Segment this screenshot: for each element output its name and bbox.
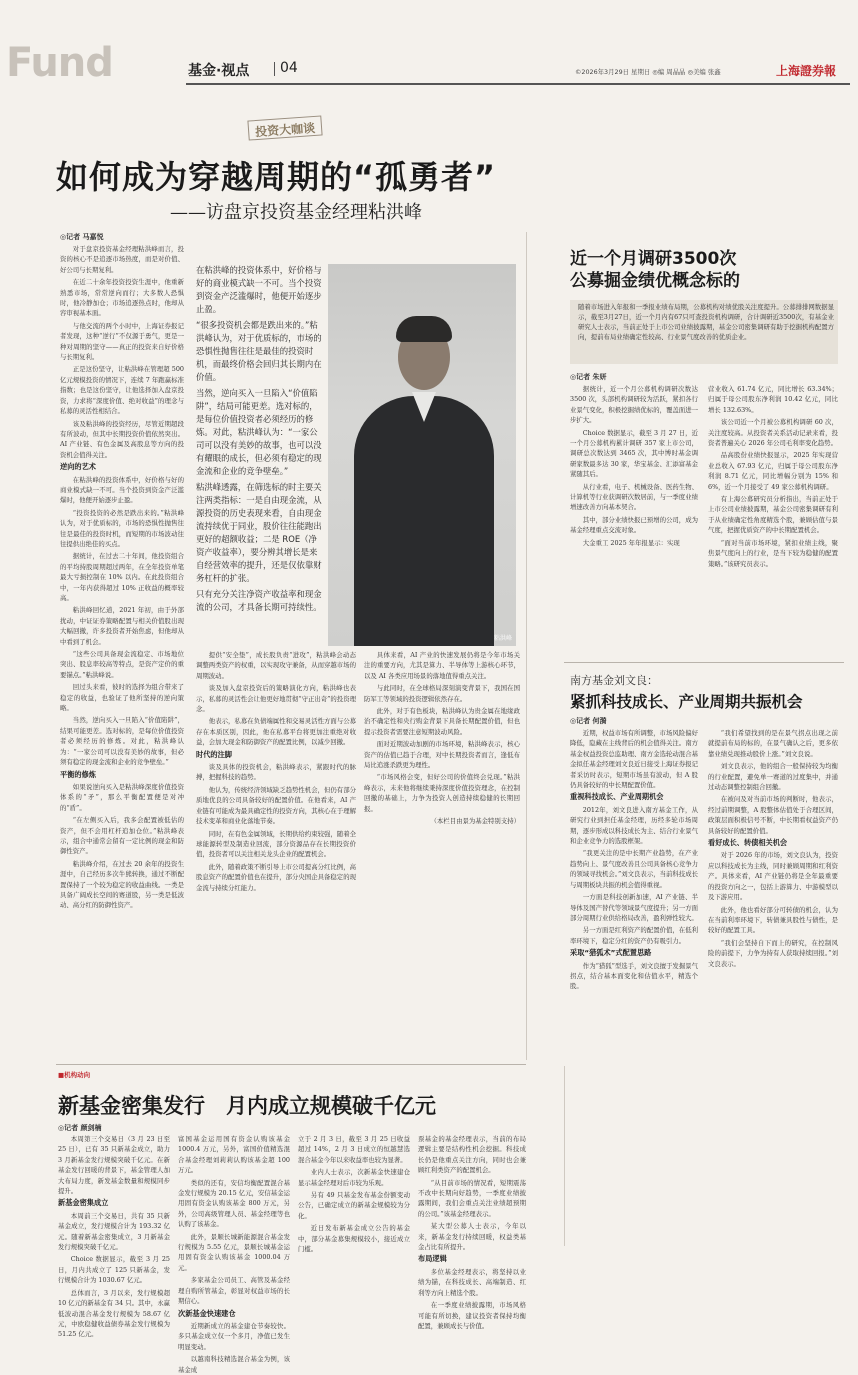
paragraph: 正是这份坚守，让粘洪峰在管理超 500 亿元规模投资的情况下，连续 7 年跑赢标准指数；也是这份坚守，让他选择加入盘京投资，力求将“深度价值、绝对收益”的理念与私募的灵活性相结合。 <box>60 365 184 416</box>
paragraph: 总体而言，3 月以来，发行规模超 10 亿元的新基金有 34 只。其中，永赢低波动混合基金发行规模为 58.67 亿元，中欧稳健收益债券基金发行规模为 51.25 亿元。 <box>58 1288 170 1339</box>
paragraph: 如果说逆向买入是粘洪峰深度价值投资体系的“矛”，那么平衡配置便是对冲的“盾”。 <box>60 782 184 812</box>
column-divider <box>564 1066 565 1246</box>
paragraph: “这些公司具备现金流稳定、市场地位突出、股息率较高等特点，是资产定价的重要锚点。”粘洪峰说。 <box>60 650 184 679</box>
page-number: 04 <box>280 60 298 76</box>
paragraph: 本周第三个交易日（3 月 23 日至 25 日），已有 35 只新基金成立，助力 3 月新基金发行规模突破千亿元。在新基金发行回暖的背景下，基金管理人加大布局力度，新发基金数量和规模同步提升。 <box>58 1135 170 1196</box>
fundraise-col-3 <box>298 1134 410 1254</box>
paragraph: 在粘洪峰的投资体系中，好价格与好的商业模式缺一不可。当个投资到资金产泛滥爆时，他便开始逐步止盈。 <box>60 475 184 505</box>
paragraph: 某大型公募人士表示，今年以来，新基金发行持续回暖，权益类基金占比有所提升。 <box>418 1222 526 1252</box>
paragraph: 该公司近一个月被公募机构调研 60 次，关注度较高。从投资者关系活动记录来看，投资者普遍关心 2026 年公司毛利率变化趋势。 <box>708 418 838 448</box>
subheading: 新基金密集成立 <box>58 1198 109 1208</box>
column-logo <box>247 115 322 140</box>
person-silhouette-hair <box>396 316 452 342</box>
paragraph: 以越南科技精选混合基金为例，该基金成 <box>178 1355 290 1374</box>
subheading: 平衡的修炼 <box>60 769 96 779</box>
portrait-photo <box>328 264 516 646</box>
feature-col-4 <box>364 650 520 1058</box>
paragraph: “面对当前市场环境，紧扣业绩主线，聚焦景气度向上的行业，是当下较为稳健的配置策略。”该研究员表示。 <box>708 538 838 568</box>
fundraise-byline: ◎记者 颜剑楠 <box>58 1123 102 1132</box>
paragraph: 大金重工 2025 年年报显示：实现 <box>582 538 680 547</box>
fundraise-section-tag: ■机构动向 <box>58 1071 91 1079</box>
paragraph: 提供“安全垫”，成长股负责“进攻”，粘洪峰会动态调整两类资产的权重，以实现攻守兼备，从而穿越市场的周期波动。 <box>196 651 356 680</box>
paragraph: 对于盘京投资基金经理粘洪峰而言，投资的核心不是追逐市场热度，而是对价值、好公司与长期复利。 <box>60 245 184 274</box>
subheading: 重视科技成长、产业周期机会 <box>570 792 664 802</box>
paragraph: 据统计，在过去二十年间，他投资组合的平均持股周期超过两年，在全年投资单笔最大亏损控制在 10% 以内。在此投资组合中，一年内获得超过 10% 正收益的概率较高。 <box>60 552 184 602</box>
paragraph: 业内人士表示，次新基金快速建仓显示基金经理对后市较为乐观。 <box>298 1168 410 1187</box>
interview2-col-2 <box>708 728 838 1244</box>
section-rule <box>56 1064 526 1065</box>
survey-byline: ◎记者 朱妍 <box>570 372 607 381</box>
paragraph: 另一方面是红利资产的配置价值，在低利率环境下，稳定分红的资产仍有吸引力。 <box>570 926 698 945</box>
feature-byline: ◎记者 马嘉悦 <box>60 232 104 241</box>
paragraph: 在近二十余年投资投资生涯中，他重新熟悉市场，常常逆向而行；大多数人恐惧时，他冷静加仓；市场追逐热点时，他却从容审视基本面。 <box>60 278 184 318</box>
interview2-col-1 <box>570 728 698 1244</box>
paragraph: “投资投资的必然是跌出来的。”粘洪峰认为，对于优质标的，市场的恐惧性抛售往往是最佳的投资时机，而短期的市场波动往往提供出绝佳的买点。 <box>60 508 184 548</box>
paragraph: 粘洪峰回忆道，2021 年初，由于外部扰动，中证证券策略配置与相关价值股出现大幅回撤，许多投资者开始焦虑，但他却从中看到了机会。 <box>60 606 184 646</box>
paragraph: 同时，在有色金属领域，长期供给约束较强，随着全球能源转型及制造业回流，部分资源品存在长期投资价值，投资者可以关注相关龙头企业的配置机会。 <box>196 829 356 859</box>
paragraph: “从目前市场的情况看，短期震荡不改中长期向好趋势，一季度业绩披露期间，我们会重点关注业绩超预期的公司。”该基金经理表示。 <box>418 1178 526 1218</box>
paragraph: “我们会坚持自下而上的研究，在控制风险的前提下，力争为持有人获取持续回报。”刘文良表示。 <box>708 938 838 968</box>
quote-paragraph: 只有充分关注净资产收益率和现金流的公司，才具备长期可持续性。 <box>196 589 322 612</box>
paragraph: 在被问及对当前市场的判断时，他表示，经过前期调整，A 股整体估值处于合理区间，政策层面积极信号不断，中长期看权益资产仍具备较好的配置价值。 <box>708 795 838 835</box>
paragraph: 粘洪峰介绍，在过去 20 余年的投资生涯中，自己经历多次牛熊转换，通过不断配置保持了一个较为稳定的收益曲线。一类是具备广阔成长空间的赛道股，另一类是低波动、高分红的防御性资产。 <box>60 859 184 910</box>
paragraph: 此外，随着政策不断引导上市公司提高分红比例，高股息资产的配置价值也在提升，部分央国企具备稳定的现金流与持续分红能力。 <box>196 862 356 892</box>
pull-quote <box>196 264 322 644</box>
paragraph: 该及粘洪峰的投资经历，尽管近期超段有所波动，但其中长期投资价值依然突出。AI 产业链、有色金属及高股息等方向的投资机会值得关注。 <box>60 419 184 459</box>
survey-lead: 随着市场进入年报和一季报业绩布局期，公募机构对绩优股关注度提升。公募排排网数据显示，截至3月27日，近一个月内有67只可查投资机构调研，合计调研近3500次，有基金业研究人士表示，当前正处于上市公司业绩披露期，基金公司密集调研有助于挖掘机构配置方向，提前布局业绩确定性较高、行业景气度改善的优质企业。 <box>578 303 834 341</box>
survey-col-2 <box>708 384 838 652</box>
paragraph: 此外，他也看好部分可转债的机会，认为在当前利率环境下，转债兼具股性与债性，是较好的配置工具。 <box>708 905 838 935</box>
paragraph: 在一季度业绩披露期，市场风格可能有所切换，建议投资者保持均衡配置，兼顾成长与价值。 <box>418 1301 526 1330</box>
feature-col-3 <box>196 650 356 1058</box>
paragraph: 2012年，刘文良进入南方基金工作，从研究行业到担任基金经理，历经多轮市场周期，逐步形成以科技成长为主、结合行业景气和企业竞争力的选股框架。 <box>570 805 698 846</box>
person-silhouette-body <box>354 396 494 646</box>
paragraph: 与他交流的两个小时中，上海证券报记者发现，这种“逆行”不仅源于勇气，更是一种对周期的坚守——真正的投资来自好价格与长期复利。 <box>60 321 184 362</box>
interview2-byline: ◎记者 何漪 <box>570 716 607 725</box>
feature-subtitle: ——访盘京投资基金经理粘洪峰 <box>170 202 422 223</box>
paragraph: 谈及具体的投资机会，粘洪峰表示，紧跟时代的脉搏，把握科技的趋势。 <box>196 763 356 782</box>
paragraph: 多位基金经理表示，将坚持以业绩为锚，在科技成长、高端制造、红利等方向上精选个股。 <box>418 1267 526 1297</box>
survey-title-1: 近一个月调研3500次 <box>570 249 737 269</box>
quote-paragraph: 当然，逆向买入一旦陷入“价值陷阱”，结局可能更差。选对标的，是每位价值投资者必须经历的修炼。对此，粘洪峰认为：“一家公司可以没有美妙的故事，也可以没有耀眼的成长，但必须有稳定的现金流和企业的竞争壁垒。” <box>196 388 322 476</box>
paragraph: 立于 2 月 3 日，截至 3 月 25 日收益超过 14%，2 月 3 日成立的恒越慧选混合基金今年以来收益率也较为显著。 <box>298 1135 410 1164</box>
paragraph: 回过头来看，彼时的选择为组合带来了稳定的收益，也验证了他所坚持的逆向策略。 <box>60 683 184 713</box>
paragraph: 当然，逆向买入一旦陷入“价值陷阱”，结果可能更差。选对标的，是每位价值投资者必须经历的修炼。对此，粘洪峰认为：“一家公司可以没有美妙的故事，但必须有稳定的现金流和企业的竞争壁垒。” <box>60 716 184 767</box>
paragraph: 近日发布新基金成立公告的基金中，部分基金募集规模较小，接近成立门槛。 <box>298 1224 410 1254</box>
subheading: 布局逻辑 <box>418 1254 447 1264</box>
masthead-rule <box>186 83 850 85</box>
section-divider <box>274 62 275 76</box>
paragraph: 作为“猎狐”型选手，刘文良擅于发掘景气拐点，结合基本面变化和估值水平，精选个股。 <box>570 961 698 991</box>
feature-col-1 <box>60 244 184 1064</box>
subheading: 采取“猎狐术”式配置思路 <box>570 948 652 958</box>
photo-caption: 粘洪峰 <box>493 635 512 642</box>
paragraph: 营业收入 61.74 亿元，同比增长 63.34%；归属于母公司股东净利润 10.42 亿元，同比增长 132.63%。 <box>708 385 838 414</box>
date-line: ©2026年3月29日 星期日 ◎编 周晶晶 ◎美编 张鑫 <box>575 68 721 76</box>
subheading: 时代的注脚 <box>196 749 232 759</box>
paragraph: “在左侧买入后，我多会配置被低估的资产，但不会用杠杆追加仓位。”粘洪峰表示，组合中通常会留有一定比例的现金和防御性资产。 <box>60 816 184 856</box>
paragraph: Choice 数据显示，截至 3 月 25 日，月内共成立了 125 只新基金，发行规模合计为 1030.67 亿元。 <box>58 1255 170 1285</box>
paragraph: 本周前三个交易日，共有 35 只新基金成立，发行规模合计为 193.32 亿元。随着新基金密集成立，3 月新基金发行规模突破千亿元。 <box>58 1211 170 1252</box>
paragraph: 具体来看，AI 产业的快速发展仍将是今年市场关注的重要方向，尤其是算力、半导体等上游核心环节，以及 AI 各类应用场景的落地值得重点关注。 <box>364 651 520 680</box>
paragraph: 一方面是科技创新加速，AI 产业链、半导体及国产替代等领域景气度提升；另一方面部分周期行业供给格局改善，盈利弹性较大。 <box>570 893 698 922</box>
section-rule <box>564 662 844 663</box>
paragraph: 品高股份业绩快报显示，2025 年实现营业总收入 67.93 亿元，归属于母公司股东净利润 8.71 亿元，同比增幅分别为 15% 和 6%，近一个月接受了 49 家公募机构调研。 <box>708 451 838 491</box>
quote-paragraph: 在粘洪峰的投资体系中，好价格与好的商业模式缺一不可。当个投资到资金产泛滥爆时，他便开始逐步止盈。 <box>196 265 322 314</box>
survey-title-2: 公募掘金绩优概念标的 <box>570 271 740 291</box>
quote-paragraph: 粘洪峰透露，在筛选标的时主要关注两类指标：一是自由现金流，从源投资的历史表现来看，自由现金流持续优于同业，股价往往能跑出更好的超额收益；二是 ROE（净资产收益率），要分辨其增长是来自经营效率的提升，还是仅依靠财务杠杆的扩张。 <box>196 482 322 583</box>
paragraph: 近期新成立的基金建仓节奏较快。多只基金成立仅一个多月，净值已发生明显变动。 <box>178 1321 290 1351</box>
paragraph: 多家基金公司员工、高管及基金经理自购所管基金，彰显对权益市场的长期信心。 <box>178 1276 290 1306</box>
interview2-tag: 南方基金刘文良： <box>570 674 658 687</box>
section-title: 基金·视点 <box>188 63 250 79</box>
paragraph: 近期，权益市场有所调整，市场风险偏好降低，隐藏在主线背后的机会值得关注。南方基金权益投资总监助理、南方金选轮动混合基金拟任基金经理刘文良近日接受上海证券报记者采访时表示，短期市场虽有波动，但 A 股仍具备较好的中长期配置价值。 <box>570 729 698 790</box>
paragraph: 据统计，近一个月公募机构调研次数达 3500 次，头部机构调研较为活跃，紧扣各行业景气变化，积极挖掘绩优标的，覆盖面进一步扩大。 <box>570 385 698 425</box>
quote-paragraph: “很多投资机会都是跌出来的。”粘洪峰认为，对于优质标的，市场的恐惧性抛售往往是最佳的投资时机，而最终价格会回归其长期内在价值。 <box>196 320 322 382</box>
paragraph: 面对近期波动加剧的市场环境，粘洪峰表示，核心资产的估值已趋于合理，对中长期投资者而言，逢低布局比追涨杀跌更为理性。 <box>364 740 520 770</box>
interview2-title: 紧抓科技成长、产业周期共振机会 <box>570 693 803 711</box>
paragraph: “市场风格会变，但好公司的价值终会兑现。”粘洪峰表示，未来他将继续秉持深度价值投资理念，在控制回撤的基础上，力争为投资人创造持续稳健的长期回报。 <box>364 773 520 813</box>
feature-title: 如何成为穿越周期的“孤勇者” <box>56 158 497 196</box>
fundraise-col-4 <box>418 1134 526 1330</box>
paragraph: Choice 数据显示，截至 3 月 27 日，近一个月公募机构累计调研 357 家上市公司，调研总次数达到 3465 次，其中博时基金调研家数最多达 30 家，华宝基金、汇添富基金紧随其后。 <box>570 428 698 479</box>
paper-name-logo: 上海證券報 <box>776 64 837 78</box>
paragraph: 富国基金运用国有资金认购该基金 1000.4 万元，另外，富国价值精选混合基金经理刘莉莉认购该基金超 100 万元。 <box>178 1135 290 1175</box>
fundraise-title: 新基金密集发行 月内成立规模破千亿元 <box>58 1094 436 1118</box>
fundraise-col-2 <box>178 1134 290 1374</box>
sponsor-note: （本栏目由景为基金特别支持） <box>430 817 520 826</box>
masthead <box>0 0 858 92</box>
subheading: 次新基金快速建仓 <box>178 1308 236 1318</box>
paragraph: 他认为，传统经济领域缺乏趋势性机会，但仍有部分质地优良的公司具备较好的配置价值。在他看来，AI 产业链有可能成为最具确定性的投资方向，其核心在于理解技术变革和商业化落地节奏。 <box>196 785 356 826</box>
subheading: 逆向的艺术 <box>60 462 96 472</box>
paragraph: 票基金的基金经理表示，当前的布局逻辑主要是结构性机会挖掘。科技成长仍是他重点关注方向，同时也会兼顾红利类资产的配置机会。 <box>418 1135 526 1175</box>
paragraph: “我更关注的是中长期产业趋势，在产业趋势向上、景气度改善且公司具备核心竞争力的领域寻找机会。”刘文良表示，当前科技成长与周期板块共振的机会值得重视。 <box>570 849 698 889</box>
paragraph: 与此同时，在全球格局深刻演变背景下，我国在国防军工等领域的投资逻辑依然存在。 <box>364 684 520 703</box>
column-divider <box>526 232 527 1060</box>
survey-col-1 <box>570 384 698 652</box>
paragraph: 从行业看，电子、机械设备、医药生物、计算机等行业获调研次数居前，与一季度业绩增速改善方向基本契合。 <box>570 482 698 512</box>
paragraph: 此外，对于有色板块，粘洪峰认为贵金属在地缘政治不确定性和央行购金背景下具备长期配置价值，但也提示投资者需要注意短期波动风险。 <box>364 707 520 736</box>
brand-logo: Fund <box>6 40 113 86</box>
fundraise-col-1 <box>58 1134 170 1339</box>
paragraph: “我们希望找到的是在景气拐点出现之前就提前布局的标的，在景气确认之后，更多依靠业绩兑现推动股价上涨。”刘文良说。 <box>708 729 838 758</box>
paragraph: 谈及加入盘京投资后的策略演化方向，粘洪峰也表示，私募的灵活性会让他更好地贯彻“守正出奇”的投资理念。 <box>196 684 356 714</box>
paragraph: 刘文良表示，他的组合一般保持较为均衡的行业配置，避免单一赛道的过度集中，并通过动态调整控制组合回撤。 <box>708 762 838 792</box>
paragraph: 他表示，私募在负债端属性和交易灵活性方面与公募存在本质区别，因此，他在私募平台将更加注重绝对收益，会加大现金和防御资产的配置比例，以减少回撤。 <box>196 717 356 747</box>
paragraph: 对于 2026 年的市场，刘文良认为，投资应以科技成长为主线，同时兼顾周期和红利资产。具体来看，AI 产业链仍将是全年最重要的投资方向之一，包括上游算力、中游模型以及下游应用。 <box>708 851 838 902</box>
paragraph: 另有 49 只基金发布基金份额变动公告，已确定成立的新基金规模较为分化。 <box>298 1191 410 1220</box>
column-logo-text: 投资大咖谈 <box>254 120 316 140</box>
paragraph: 有上海公募研究员分析指出，当前正处于上市公司业绩披露期，基金公司密集调研有利于从业绩确定性角度精选个股，兼顾估值与景气度，把握优质资产的中长期配置机会。 <box>708 495 838 535</box>
paragraph: 类似的还有，安信均衡配置混合基金发行规模为 20.15 亿元，安信基金运用固有资金认购该基金 800 万元，另外，公司高级管理人员、基金经理等也认购了该基金。 <box>178 1178 290 1229</box>
paragraph: 其中，部分业绩快报已预增的公司，成为基金经理重点交流对象。 <box>570 515 698 535</box>
paragraph: 此外，景顺长城新能源混合基金发行规模为 5.55 亿元，景顺长城基金运用固有资金认购该基金 1000.04 万元。 <box>178 1232 290 1272</box>
subheading: 看好成长、转债相关机会 <box>708 838 788 848</box>
